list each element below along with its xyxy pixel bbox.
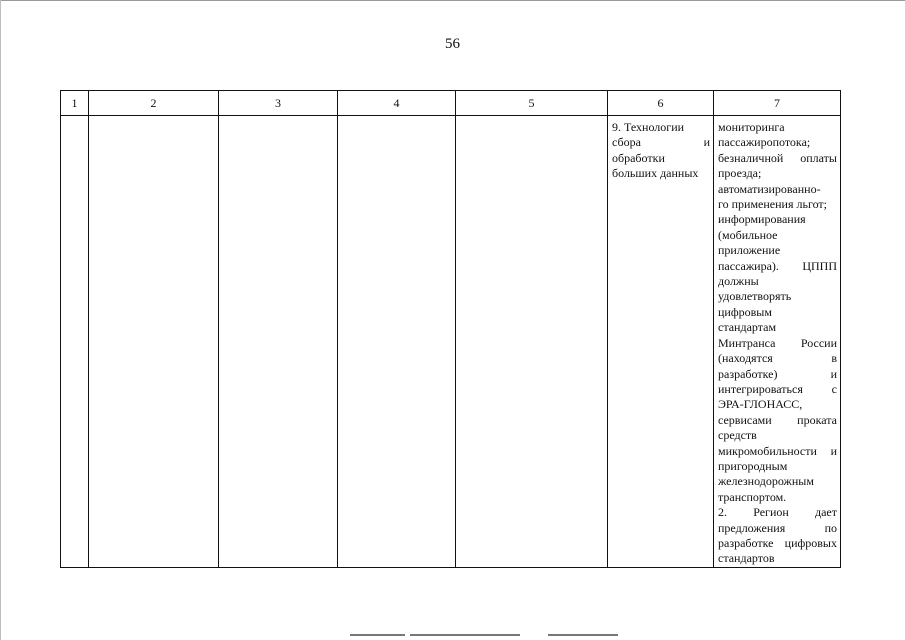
text-line: средств (718, 428, 757, 443)
column-header-7: 7 (714, 91, 841, 116)
text-line: проезда; (718, 166, 762, 181)
text-line: цифровым (718, 304, 772, 319)
text-line: автоматизированно- (718, 181, 821, 196)
column-header-6: 6 (608, 91, 714, 116)
table-row (61, 116, 841, 568)
cell-col-6 (608, 116, 714, 568)
text-line: должны (718, 274, 759, 289)
text-line: предложения по (718, 520, 837, 535)
column-header-5: 5 (456, 91, 608, 116)
text-line: приложение (718, 243, 781, 258)
text-line: Минтранса России (718, 335, 837, 350)
scan-artifact (410, 634, 520, 636)
cell-col-3 (219, 116, 338, 568)
text-line: ЭРА-ГЛОНАСС, (718, 397, 803, 412)
scan-artifact (350, 634, 405, 636)
text-line: (находятся в (718, 351, 837, 366)
scan-artifact (548, 634, 618, 636)
text-line: разработке цифровых (718, 535, 837, 550)
text-line: пассажира). ЦППП (718, 258, 837, 273)
text-line: пригородным (718, 458, 788, 473)
cell-col-5 (456, 116, 608, 568)
text-line: обработки (612, 150, 665, 165)
text-line: больших данных (612, 166, 699, 181)
text-line: 9. Технологии (612, 120, 685, 134)
column-header-1: 1 (61, 91, 89, 116)
text-line: железнодорожным (718, 474, 814, 489)
text-line: пассажиропотока; (718, 135, 811, 150)
cell-col-2 (89, 116, 219, 568)
page-number: 56 (445, 36, 460, 52)
text-line: стандартам (718, 320, 777, 335)
text-line: (мобильное (718, 227, 778, 242)
cell-col-1 (61, 116, 89, 568)
table-header-row (61, 91, 841, 116)
text-line: транспортом. (718, 489, 787, 504)
text-line: интегрироваться с (718, 381, 837, 396)
cell-col-7 (714, 116, 841, 568)
text-line: 2. Регион дает (718, 505, 837, 520)
text-line: безналичной оплаты (718, 150, 837, 165)
column-header-3: 3 (219, 91, 338, 116)
technology-item-text (612, 120, 710, 182)
text-line: разработке) и (718, 366, 837, 381)
requirements-text (718, 120, 837, 567)
column-header-4: 4 (338, 91, 456, 116)
text-line: информирования (718, 212, 806, 227)
text-line: сбора и (612, 135, 710, 150)
column-header-2: 2 (89, 91, 219, 116)
text-line: мониторинга (718, 120, 785, 134)
page-edge-left (0, 0, 1, 640)
document-table (60, 90, 841, 568)
text-line: стандартов (718, 551, 775, 566)
text-line: микромобильности и (718, 443, 837, 458)
cell-col-4 (338, 116, 456, 568)
page-edge-top (0, 0, 905, 1)
text-line: удовлетворять (718, 289, 792, 304)
text-line: го применения льгот; (718, 197, 828, 212)
text-line: сервисами проката (718, 412, 837, 427)
